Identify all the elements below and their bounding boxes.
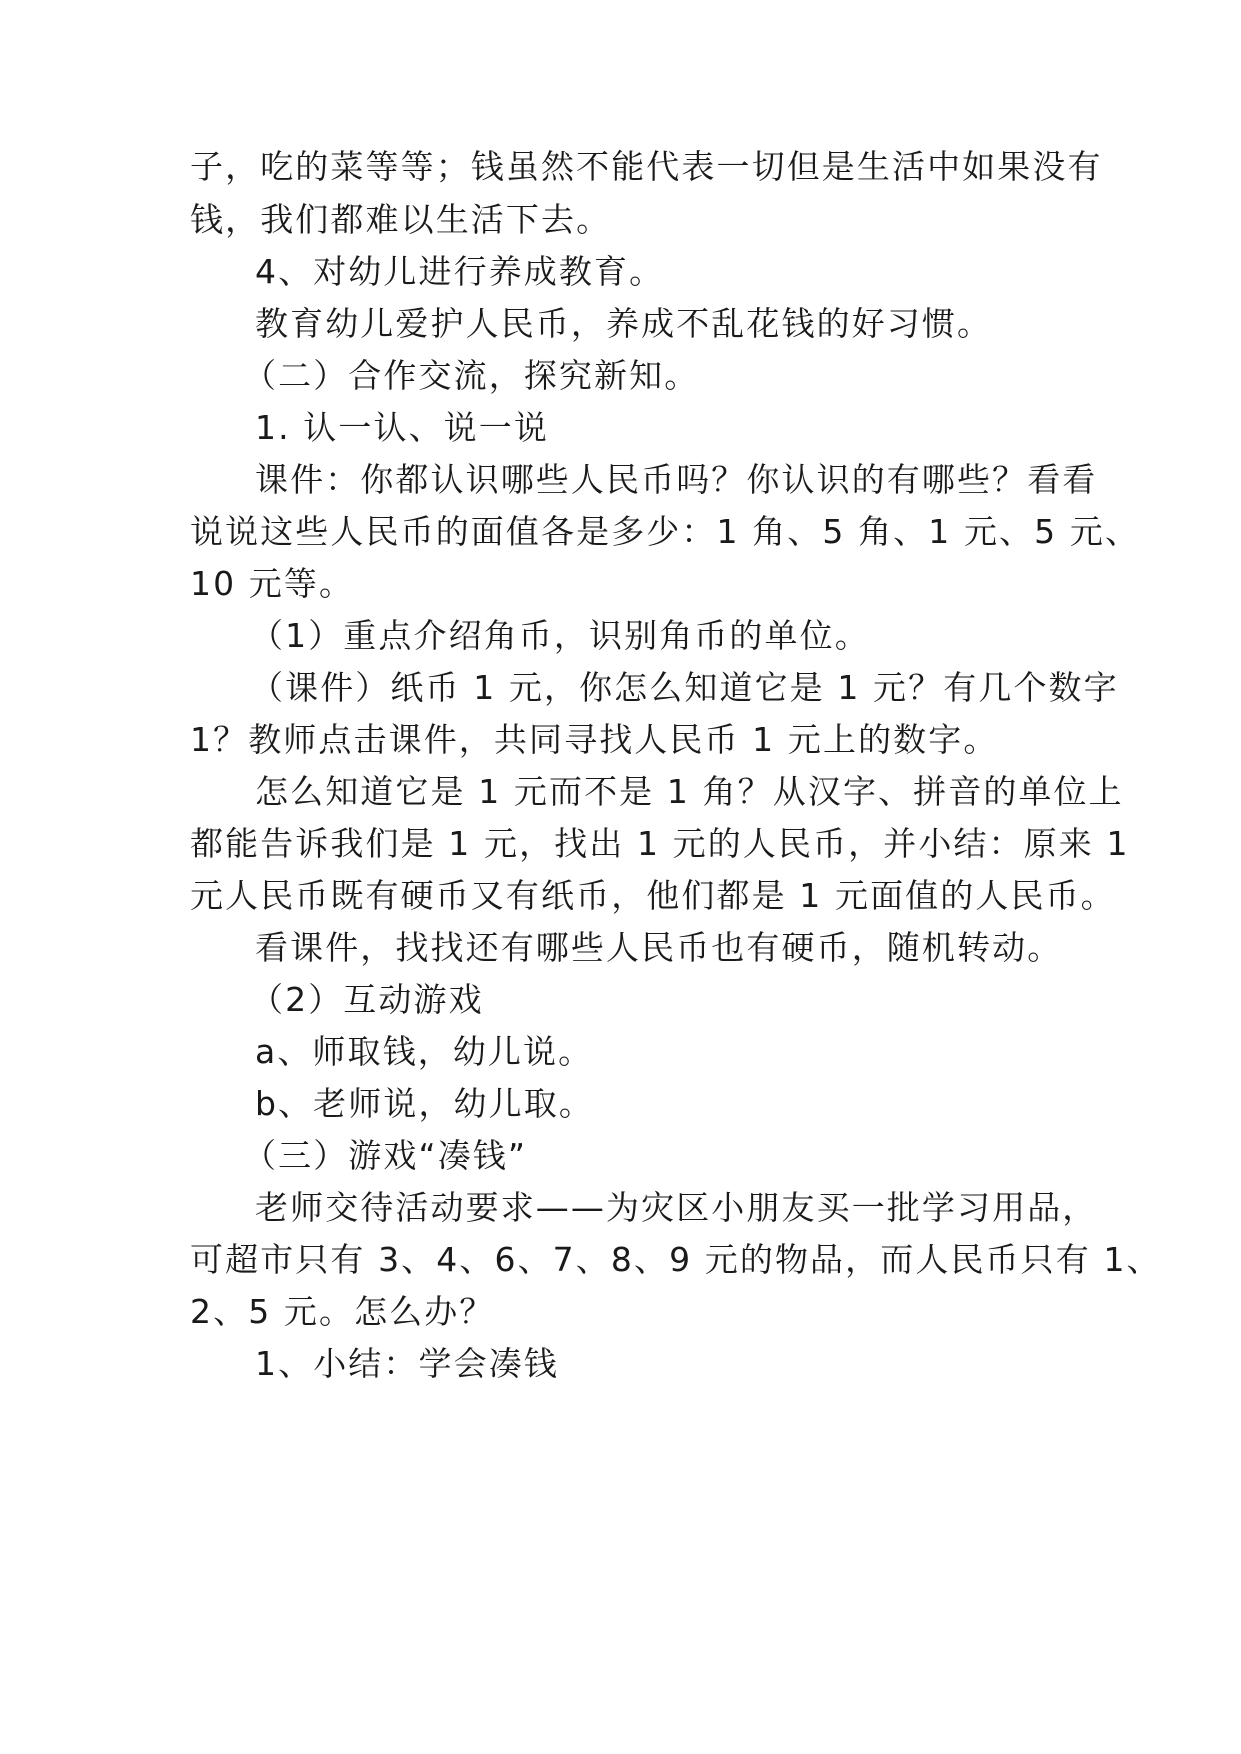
text-line: 1？教师点击课件，共同寻找人民币 1 元上的数字。: [190, 720, 999, 759]
text-line: 怎么知道它是 1 元而不是 1 角？从汉字、拼音的单位上: [255, 772, 1124, 811]
text-line: 元人民币既有硬币又有纸币，他们都是 1 元面值的人民币。: [190, 876, 1116, 915]
subsection-heading: 1. 认一认、说一说: [255, 408, 549, 447]
text-line: 教育幼儿爱护人民币，养成不乱花钱的好习惯。: [255, 304, 993, 343]
subsection-heading: （1）重点介绍角币，识别角币的单位。: [250, 616, 870, 655]
text-line: 1、小结：学会凑钱: [255, 1344, 559, 1383]
text-line: a、师取钱，幼儿说。: [255, 1032, 594, 1071]
text-line: 4、对幼儿进行养成教育。: [255, 252, 665, 291]
text-line: 10 元等。: [190, 564, 355, 603]
text-line: 2、5 元。怎么办？: [190, 1292, 495, 1331]
subsection-heading: （2）互动游戏: [250, 980, 484, 1019]
text-line: 课件：你都认识哪些人民币吗？你认识的有哪些？看看: [255, 460, 1098, 499]
text-line: b、老师说，幼儿取。: [255, 1084, 594, 1123]
text-line: 看课件，找找还有哪些人民币也有硬币，随机转动。: [255, 928, 1063, 967]
text-line: 老师交待活动要求——为灾区小朋友买一批学习用品，: [255, 1188, 1098, 1227]
text-line: 子，吃的菜等等；钱虽然不能代表一切但是生活中如果没有: [190, 147, 1103, 186]
section-heading: （三）游戏“凑钱”: [243, 1136, 528, 1175]
text-line: 可超市只有 3、4、6、7、8、9 元的物品，而人民币只有 1、: [190, 1240, 1162, 1279]
text-line: 说说这些人民币的面值各是多少：1 角、5 角、1 元、5 元、: [190, 512, 1141, 551]
text-line: 钱，我们都难以生活下去。: [190, 200, 612, 239]
section-heading: （二）合作交流，探究新知。: [243, 356, 700, 395]
text-line: 都能告诉我们是 1 元，找出 1 元的人民币，并小结：原来 1: [190, 824, 1130, 863]
text-line: （课件）纸币 1 元，你怎么知道它是 1 元？有几个数字: [250, 668, 1119, 707]
